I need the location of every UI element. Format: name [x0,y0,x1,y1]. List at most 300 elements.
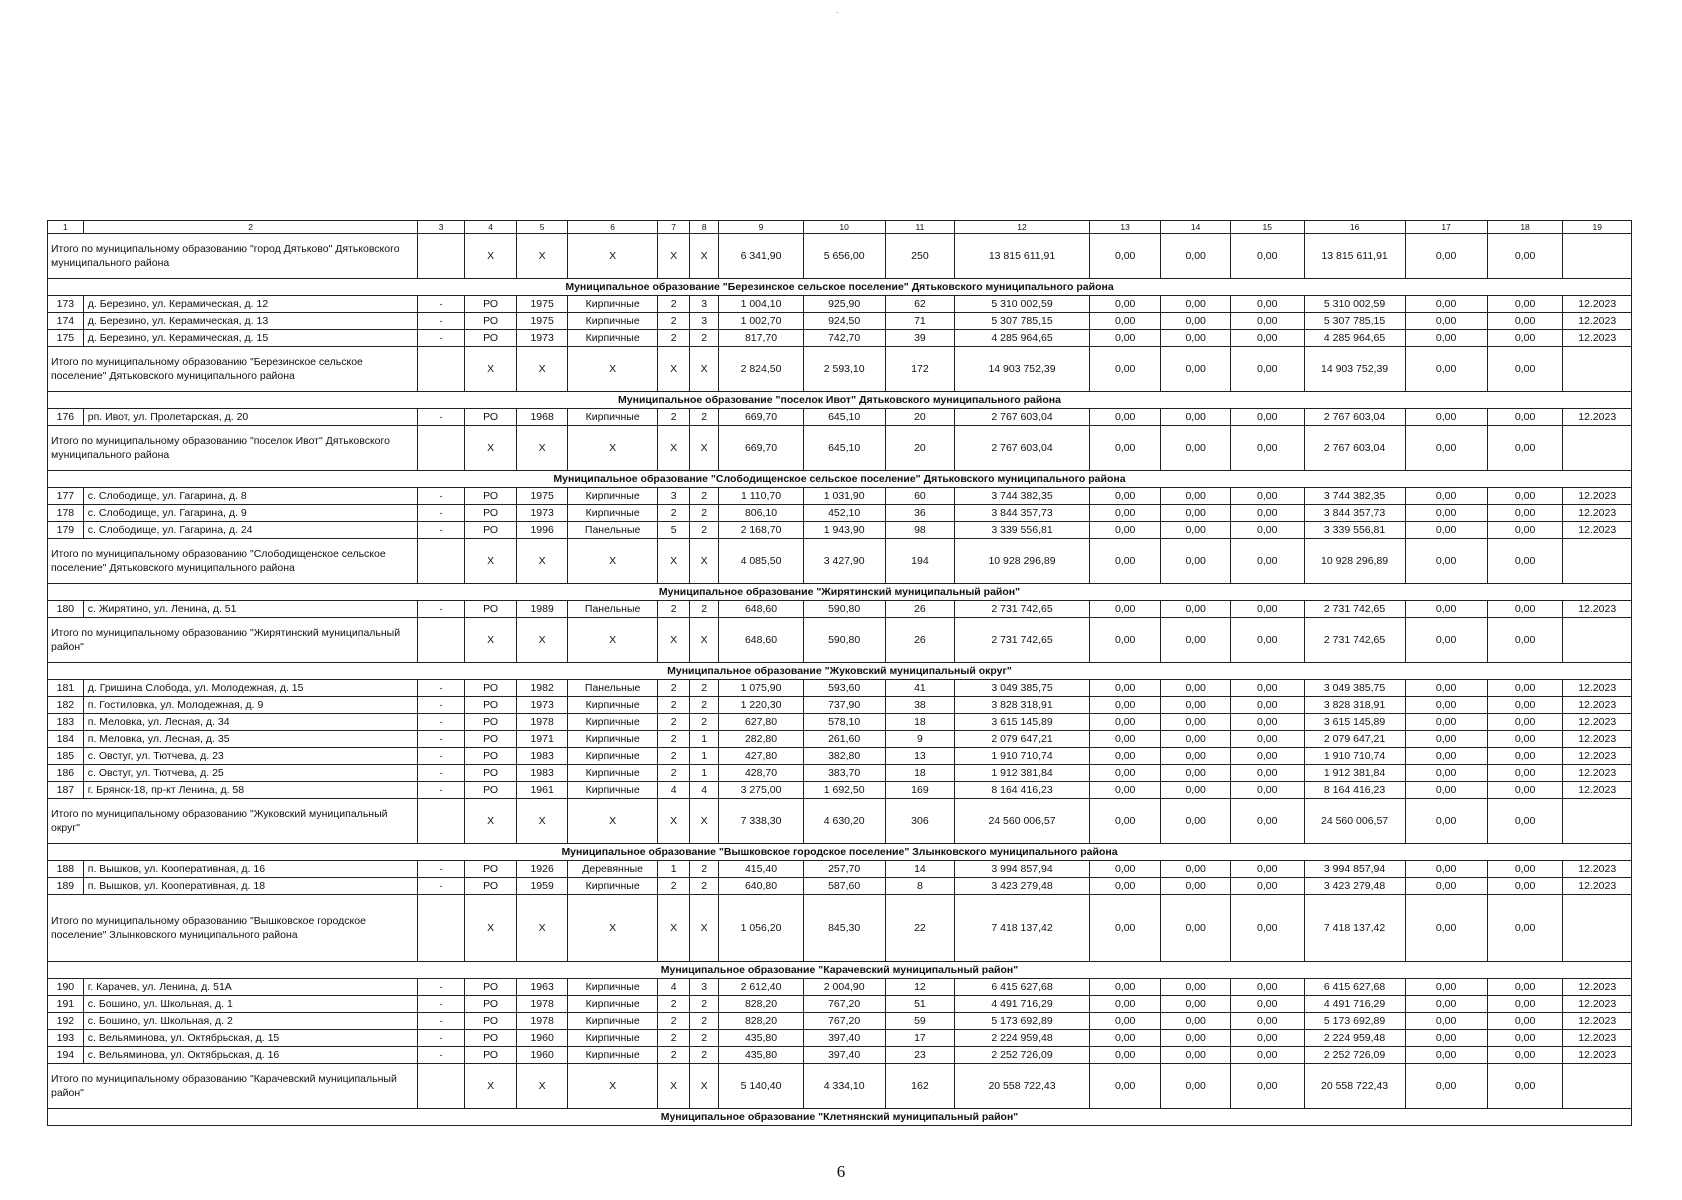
subtotal-cell: 645,10 [803,426,885,471]
subtotal-cell: 2 731 742,65 [1304,618,1405,663]
table-cell: 767,20 [803,1013,885,1030]
table-cell: 0,00 [1487,878,1563,895]
subtotal-cell: 162 [885,1064,954,1109]
column-number-cell: 14 [1161,221,1230,234]
table-cell: 578,10 [803,714,885,731]
table-row [48,765,1632,782]
subtotal-cell: 0,00 [1161,618,1230,663]
subtotal-cell [418,234,464,279]
subtotal-cell: Х [658,347,690,392]
column-number-cell: 12 [955,221,1090,234]
row-number: 193 [48,1030,84,1047]
table-cell: 0,00 [1487,782,1563,799]
table-cell: Кирпичные [567,996,658,1013]
table-cell: Панельные [567,522,658,539]
table-cell: Кирпичные [567,714,658,731]
table-cell: 1 [689,748,718,765]
table-cell: - [418,697,464,714]
table-cell: 0,00 [1487,522,1563,539]
row-number: 178 [48,505,84,522]
subtotal-label: Итого по муниципальному образованию "Карачевский муниципальный район" [48,1064,418,1109]
table-cell: 1 692,50 [803,782,885,799]
subtotal-row [48,539,1632,584]
table-cell: 12.2023 [1563,748,1632,765]
table-cell: РО [464,296,517,313]
table-cell: 0,00 [1089,522,1161,539]
subtotal-cell: 0,00 [1161,539,1230,584]
table-cell: 98 [885,522,954,539]
table-cell: 1 910 710,74 [955,748,1090,765]
table-cell: 0,00 [1230,765,1304,782]
table-cell: 0,00 [1230,996,1304,1013]
subtotal-cell: 0,00 [1487,618,1563,663]
section-title: Муниципальное образование "Клетнянский муниципальный район" [48,1109,1632,1126]
subtotal-cell: 0,00 [1161,347,1230,392]
subtotal-row [48,234,1632,279]
table-row [48,505,1632,522]
table-cell: Кирпичные [567,296,658,313]
row-number: 194 [48,1047,84,1064]
table-cell: РО [464,861,517,878]
table-cell: 593,60 [803,680,885,697]
subtotal-cell [418,347,464,392]
table-cell: 1 110,70 [719,488,803,505]
table-cell: 435,80 [719,1047,803,1064]
table-cell: Кирпичные [567,782,658,799]
table-cell: 1959 [517,878,568,895]
row-number: 175 [48,330,84,347]
table-cell: 2 767 603,04 [955,409,1090,426]
address-cell: с. Слободище, ул. Гагарина, д. 8 [83,488,418,505]
table-cell: 0,00 [1230,731,1304,748]
table-cell: 0,00 [1487,731,1563,748]
column-number-cell: 6 [567,221,658,234]
table-cell: 3 423 279,48 [1304,878,1405,895]
table-cell: 14 [885,861,954,878]
column-number-cell: 5 [517,221,568,234]
subtotal-cell: Х [464,895,517,962]
table-cell: 2 [689,1013,718,1030]
table-cell: 0,00 [1230,409,1304,426]
table-cell: 0,00 [1230,522,1304,539]
table-cell: 2 004,90 [803,979,885,996]
table-cell: 0,00 [1230,697,1304,714]
table-cell: 12.2023 [1563,782,1632,799]
subtotal-cell: Х [517,426,568,471]
subtotal-cell: 1 056,20 [719,895,803,962]
subtotal-cell: 0,00 [1405,539,1487,584]
table-cell: РО [464,601,517,618]
address-cell: с. Слободище, ул. Гагарина, д. 9 [83,505,418,522]
row-number: 182 [48,697,84,714]
section-header-row [48,392,1632,409]
table-row [48,1030,1632,1047]
table-cell: 2 [658,878,690,895]
table-cell: - [418,522,464,539]
table-cell: 0,00 [1405,996,1487,1013]
subtotal-cell: 0,00 [1487,799,1563,844]
table-cell: 3 339 556,81 [955,522,1090,539]
subtotal-cell: 3 427,90 [803,539,885,584]
table-cell: 0,00 [1089,330,1161,347]
table-cell: 2 [658,313,690,330]
table-cell: 0,00 [1405,861,1487,878]
subtotal-cell: 0,00 [1089,426,1161,471]
table-cell: 3 423 279,48 [955,878,1090,895]
table-cell: 3 [689,313,718,330]
subtotal-cell: 0,00 [1487,234,1563,279]
row-number: 190 [48,979,84,996]
subtotal-cell: 10 928 296,89 [1304,539,1405,584]
table-cell: 1 [689,765,718,782]
table-cell: РО [464,748,517,765]
table-cell: 0,00 [1161,748,1230,765]
subtotal-label: Итого по муниципальному образованию "поселок Ивот" Дятьковского муниципального района [48,426,418,471]
table-cell: 1 943,90 [803,522,885,539]
table-cell: 8 [885,878,954,895]
table-cell: - [418,330,464,347]
table-cell: 51 [885,996,954,1013]
table-cell: 2 [689,601,718,618]
table-cell: 4 285 964,65 [955,330,1090,347]
row-number: 184 [48,731,84,748]
table-cell: 0,00 [1487,601,1563,618]
table-cell: 23 [885,1047,954,1064]
address-cell: с. Бошино, ул. Школьная, д. 2 [83,1013,418,1030]
table-row [48,748,1632,765]
table-cell: 0,00 [1487,505,1563,522]
table-cell: Кирпичные [567,505,658,522]
table-cell: - [418,1030,464,1047]
table-cell: - [418,979,464,996]
subtotal-cell: Х [689,539,718,584]
row-number: 179 [48,522,84,539]
table-cell: 3 994 857,94 [955,861,1090,878]
subtotal-cell: 0,00 [1089,618,1161,663]
address-cell: п. Вышков, ул. Кооперативная, д. 18 [83,878,418,895]
table-cell: 0,00 [1230,1047,1304,1064]
subtotal-cell [1563,539,1632,584]
table-cell: 0,00 [1161,1013,1230,1030]
table-cell: 0,00 [1487,714,1563,731]
table-cell: 737,90 [803,697,885,714]
table-row [48,313,1632,330]
table-row [48,296,1632,313]
table-cell: 0,00 [1161,522,1230,539]
subtotal-cell: Х [464,347,517,392]
table-cell: 12.2023 [1563,1013,1632,1030]
table-cell: 0,00 [1161,330,1230,347]
table-cell: 0,00 [1487,996,1563,1013]
table-cell: 0,00 [1230,601,1304,618]
table-cell: 1989 [517,601,568,618]
subtotal-cell: 0,00 [1405,895,1487,962]
table-cell: 3 [689,296,718,313]
address-cell: с. Овстуг, ул. Тютчева, д. 23 [83,748,418,765]
table-cell: 2 [689,878,718,895]
table-cell: 2 [658,731,690,748]
table-cell: 3 744 382,35 [1304,488,1405,505]
row-number: 176 [48,409,84,426]
table-cell: 3 [689,979,718,996]
subtotal-cell: Х [658,539,690,584]
table-cell: 2 079 647,21 [1304,731,1405,748]
table-cell: 1 912 381,84 [1304,765,1405,782]
table-row [48,1047,1632,1064]
subtotal-cell: 14 903 752,39 [1304,347,1405,392]
subtotal-cell: Х [517,234,568,279]
table-cell: 2 731 742,65 [955,601,1090,618]
address-cell: д. Березино, ул. Керамическая, д. 12 [83,296,418,313]
row-number: 177 [48,488,84,505]
column-number-cell: 15 [1230,221,1304,234]
row-number: 189 [48,878,84,895]
table-cell: 2 [689,996,718,1013]
subtotal-cell [1563,895,1632,962]
subtotal-cell: Х [567,1064,658,1109]
table-cell: 12.2023 [1563,1030,1632,1047]
subtotal-cell: 0,00 [1089,234,1161,279]
table-cell: - [418,731,464,748]
subtotal-label: Итого по муниципальному образованию "Березинское сельское поселение" Дятьковского муниципального района [48,347,418,392]
subtotal-cell: 172 [885,347,954,392]
table-cell: РО [464,878,517,895]
table-cell: РО [464,1030,517,1047]
table-cell: 1 [689,731,718,748]
table-cell: 0,00 [1405,878,1487,895]
table-cell: 71 [885,313,954,330]
subtotal-cell: 250 [885,234,954,279]
table-cell: 2 [658,601,690,618]
subtotal-cell: 20 [885,426,954,471]
table-cell: 1978 [517,996,568,1013]
table-cell: 0,00 [1405,1047,1487,1064]
table-row [48,861,1632,878]
table-cell: 12.2023 [1563,505,1632,522]
table-cell: 0,00 [1161,1030,1230,1047]
table-cell: 0,00 [1089,488,1161,505]
subtotal-cell: Х [689,799,718,844]
table-cell: 0,00 [1161,488,1230,505]
subtotal-cell: 0,00 [1230,347,1304,392]
table-cell: 0,00 [1405,1030,1487,1047]
table-cell: Панельные [567,601,658,618]
table-cell: 12.2023 [1563,680,1632,697]
table-cell: 2 [689,714,718,731]
table-cell: 817,70 [719,330,803,347]
subtotal-cell: Х [689,347,718,392]
subtotal-cell: Х [464,426,517,471]
table-cell: 1 912 381,84 [955,765,1090,782]
subtotal-cell: 0,00 [1487,426,1563,471]
table-cell: 3 [658,488,690,505]
table-cell: 645,10 [803,409,885,426]
table-cell: 0,00 [1089,748,1161,765]
subtotal-cell: Х [567,618,658,663]
subtotal-cell: 845,30 [803,895,885,962]
subtotal-cell: 6 341,90 [719,234,803,279]
table-cell: 1961 [517,782,568,799]
table-cell: 1 [658,861,690,878]
subtotal-cell: 22 [885,895,954,962]
table-cell: 0,00 [1405,1013,1487,1030]
table-cell: - [418,601,464,618]
subtotal-cell: 10 928 296,89 [955,539,1090,584]
table-cell: РО [464,409,517,426]
subtotal-label: Итого по муниципальному образованию "город Дятьково" Дятьковского муниципального района [48,234,418,279]
subtotal-cell [418,895,464,962]
table-cell: 1960 [517,1030,568,1047]
table-cell: 5 310 002,59 [955,296,1090,313]
table-cell: 0,00 [1161,731,1230,748]
table-cell: 0,00 [1089,680,1161,697]
section-title: Муниципальное образование "Вышковское городское поселение" Злынковского муниципального района [48,844,1632,861]
table-cell: - [418,488,464,505]
table-cell: 2 252 726,09 [955,1047,1090,1064]
table-cell: 427,80 [719,748,803,765]
table-cell: Кирпичные [567,1047,658,1064]
column-number-cell: 4 [464,221,517,234]
table-cell: 26 [885,601,954,618]
table-cell: 0,00 [1487,1030,1563,1047]
subtotal-cell: 194 [885,539,954,584]
table-cell: 4 [658,979,690,996]
table-cell: 2 [658,1013,690,1030]
table-cell: - [418,782,464,799]
table-cell: РО [464,522,517,539]
table-cell: 5 307 785,15 [1304,313,1405,330]
table-cell: 397,40 [803,1047,885,1064]
table-cell: 0,00 [1089,409,1161,426]
subtotal-cell: Х [689,1064,718,1109]
table-cell: 0,00 [1487,861,1563,878]
table-cell: 0,00 [1089,313,1161,330]
column-number-cell: 2 [83,221,418,234]
table-cell: 0,00 [1405,601,1487,618]
row-number: 180 [48,601,84,618]
table-cell: 1 002,70 [719,313,803,330]
table-cell: 2 224 959,48 [955,1030,1090,1047]
table-cell: 0,00 [1405,731,1487,748]
table-cell: 415,40 [719,861,803,878]
table-cell: 2 252 726,09 [1304,1047,1405,1064]
table-cell: 1973 [517,330,568,347]
subtotal-label: Итого по муниципальному образованию "Слободищенское сельское поселение" Дятьковского муниципального района [48,539,418,584]
table-cell: 0,00 [1405,979,1487,996]
table-cell: 8 164 416,23 [1304,782,1405,799]
table-cell: 38 [885,697,954,714]
row-number: 181 [48,680,84,697]
subtotal-cell: Х [567,799,658,844]
section-header-row [48,584,1632,601]
column-number-cell: 19 [1563,221,1632,234]
subtotal-cell: Х [517,1064,568,1109]
table-cell: - [418,996,464,1013]
row-number: 191 [48,996,84,1013]
table-cell: Кирпичные [567,330,658,347]
subtotal-cell: 0,00 [1487,347,1563,392]
table-cell: 1968 [517,409,568,426]
subtotal-cell: 0,00 [1230,799,1304,844]
table-cell: 0,00 [1487,409,1563,426]
subtotal-cell: 0,00 [1161,426,1230,471]
subtotal-cell: 2 767 603,04 [1304,426,1405,471]
subtotal-cell: 0,00 [1487,895,1563,962]
table-cell: 2 [658,505,690,522]
address-cell: с. Вельяминова, ул. Октябрьская, д. 15 [83,1030,418,1047]
table-row [48,488,1632,505]
table-row [48,714,1632,731]
table-cell: 3 844 357,73 [955,505,1090,522]
table-cell: 0,00 [1487,680,1563,697]
section-header-row [48,663,1632,680]
table-cell: 2 079 647,21 [955,731,1090,748]
table-cell: Кирпичные [567,313,658,330]
table-cell: 0,00 [1487,488,1563,505]
table-cell: 0,00 [1161,861,1230,878]
subtotal-cell: Х [567,347,658,392]
table-cell: 0,00 [1161,782,1230,799]
subtotal-cell: 0,00 [1405,426,1487,471]
table-cell: 0,00 [1405,714,1487,731]
table-cell: 1973 [517,505,568,522]
table-cell: Кирпичные [567,1013,658,1030]
table-row [48,697,1632,714]
table-cell: 0,00 [1089,1047,1161,1064]
subtotal-cell: 0,00 [1089,347,1161,392]
table-cell: 0,00 [1089,601,1161,618]
subtotal-cell: 13 815 611,91 [955,234,1090,279]
column-number-cell: 7 [658,221,690,234]
subtotal-cell: 26 [885,618,954,663]
table-cell: 3 615 145,89 [955,714,1090,731]
table-cell: Кирпичные [567,765,658,782]
table-cell: 1975 [517,296,568,313]
subtotal-cell: Х [517,539,568,584]
table-cell: 1 004,10 [719,296,803,313]
table-cell: 0,00 [1230,680,1304,697]
table-cell: 12.2023 [1563,330,1632,347]
table-cell: 5 310 002,59 [1304,296,1405,313]
subtotal-cell: 0,00 [1487,539,1563,584]
subtotal-cell: Х [567,539,658,584]
table-cell: 924,50 [803,313,885,330]
address-cell: с. Слободище, ул. Гагарина, д. 24 [83,522,418,539]
table-cell: 767,20 [803,996,885,1013]
column-number-cell: 16 [1304,221,1405,234]
table-cell: 0,00 [1161,996,1230,1013]
subtotal-cell: 24 560 006,57 [1304,799,1405,844]
table-cell: - [418,680,464,697]
table-cell: - [418,748,464,765]
table-cell: 2 [658,296,690,313]
subtotal-cell: Х [464,234,517,279]
table-cell: 3 049 385,75 [1304,680,1405,697]
section-title: Муниципальное образование "Слободищенское сельское поселение" Дятьковского муниципального района [48,471,1632,488]
table-cell: 36 [885,505,954,522]
table-cell: 1926 [517,861,568,878]
subtotal-cell [418,539,464,584]
subtotal-cell: 0,00 [1089,895,1161,962]
subtotal-cell: Х [567,234,658,279]
subtotal-cell: Х [567,426,658,471]
section-title: Муниципальное образование "поселок Ивот" Дятьковского муниципального района [48,392,1632,409]
subtotal-cell: 7 418 137,42 [1304,895,1405,962]
row-number: 186 [48,765,84,782]
table-cell: 0,00 [1230,861,1304,878]
table-cell: РО [464,1047,517,1064]
table-cell: 2 [658,996,690,1013]
